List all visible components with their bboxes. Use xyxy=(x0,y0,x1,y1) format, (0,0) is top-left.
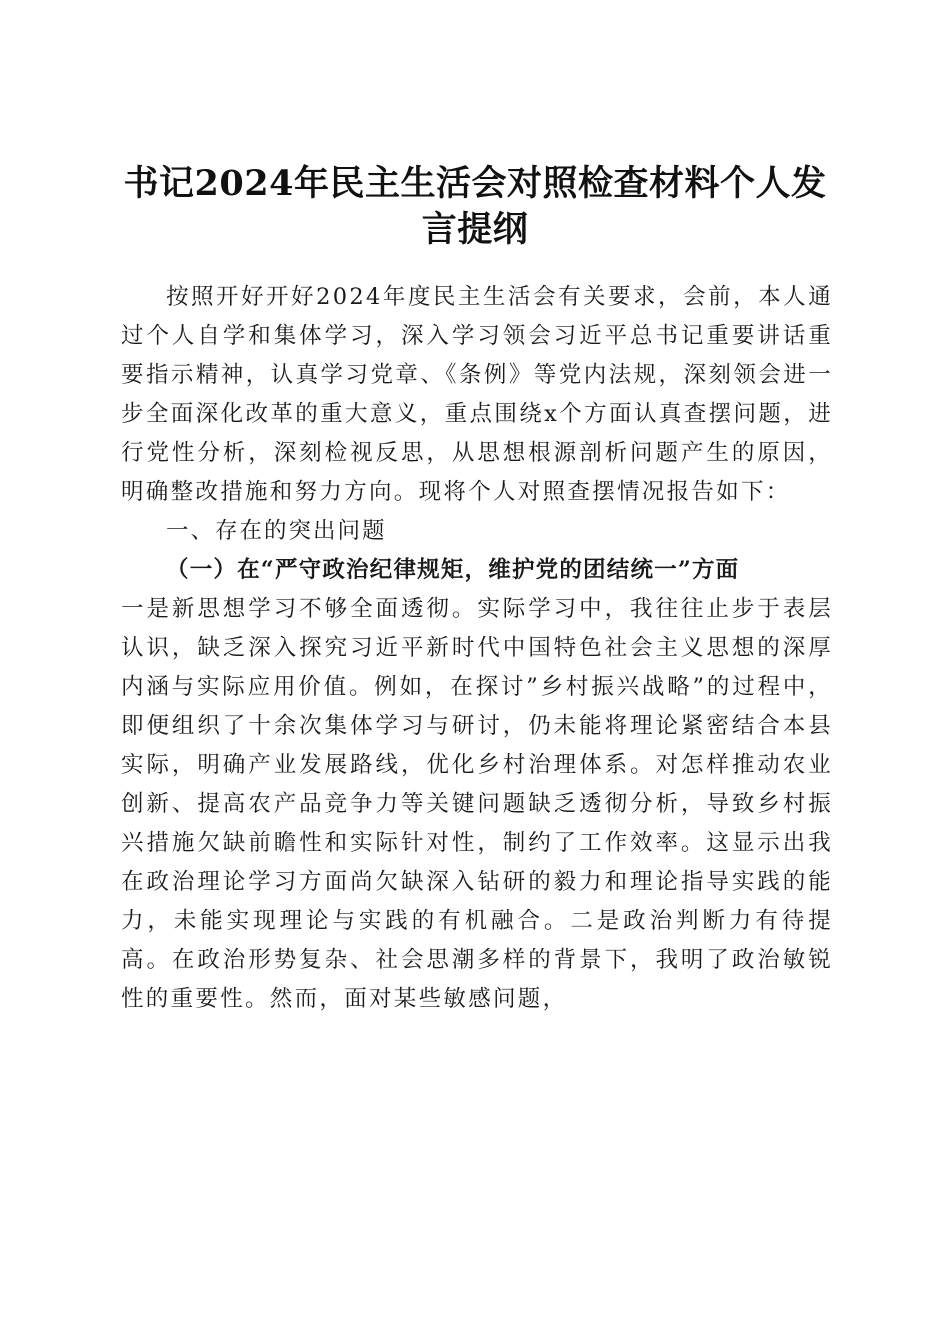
section-heading: 一、存在的突出问题 xyxy=(166,518,387,544)
subsection-heading: （一）在“严守政治纪律规矩，维护党的团结统一”方面 xyxy=(166,557,740,583)
document-body xyxy=(121,278,833,1019)
document-title xyxy=(110,161,840,253)
body-paragraph: 一是新思想学习不够全面透彻。实际学习中，我往往止步于表层认识，缺乏深入探究习近平新时代中国特色社会主义思想的深厚内涵与实际应用价值。例如，在探讨”乡村振兴战略”的过程中，即便组织了十余次集体学习与研讨，仍未能将理论紧密结合本县实际，明确产业发展路线，优化乡村治理体系。对怎样推动农业创新、提高农产品竞争力等关键问题缺乏透彻分析，导致乡村振兴措施欠缺前瞻性和实际针对性，制约了工作效率。这显示出我在政治理论学习方面尚欠缺深入钻研的毅力和理论指导实践的能力，未能实现理论与实践的有机融合。二是政治判断力有待提高。在政治形势复杂、社会思潮多样的背景下，我明了政治敏锐性的重要性。然而，面对某些敏感问题， xyxy=(121,596,833,1012)
intro-paragraph: 按照开好开好2024年度民主生活会有关要求，会前，本人通过个人自学和集体学习，深入学习领会习近平总书记重要讲话重要指示精神，认真学习党章、《条例》等党内法规，深刻领会进一步全面深化改革的重大意义，重点围绕x个方面认真查摆问题，进行党性分析，深刻检视反思，从思想根源剖析问题产生的原因，明确整改措施和努力方向。现将个人对照查摆情况报告如下： xyxy=(121,284,833,505)
title-line-2: 言提纲 xyxy=(421,209,529,251)
title-line-1: 书记2024年民主生活会对照检查材料个人发 xyxy=(123,163,827,205)
